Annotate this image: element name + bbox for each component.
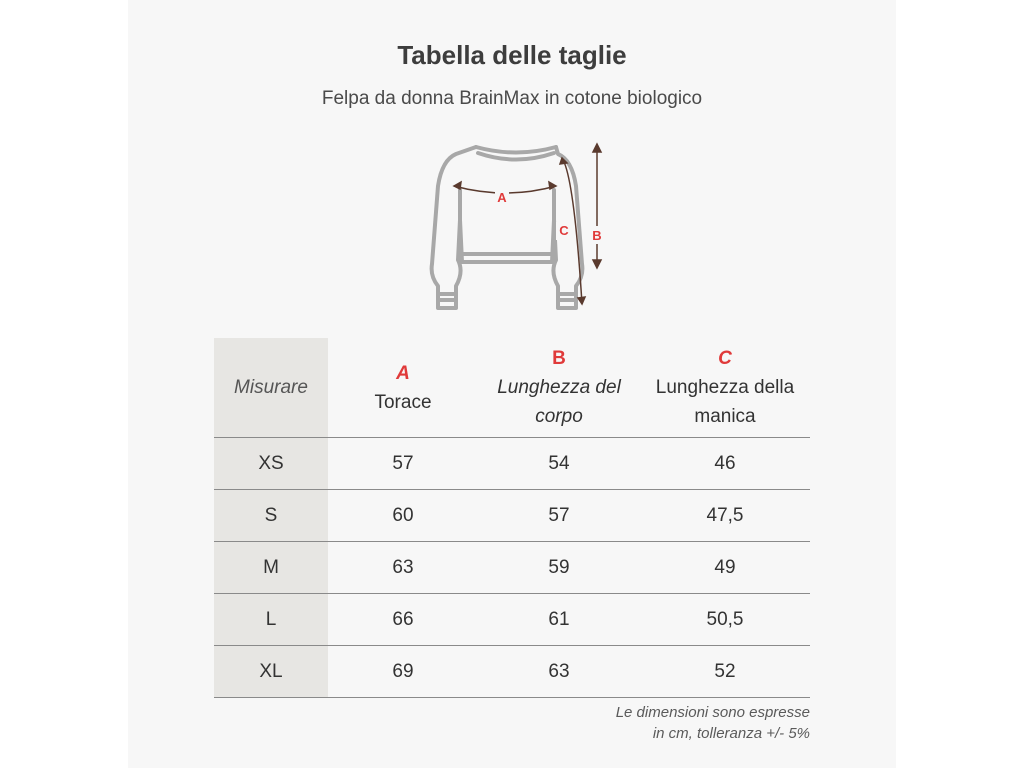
page-subtitle: Felpa da donna BrainMax in cotone biologico xyxy=(321,88,703,109)
column-label-body-length-line2: corpo xyxy=(535,406,583,427)
diagram-label-b: B xyxy=(592,228,602,243)
column-header-body-length xyxy=(478,338,640,438)
body-length-cell: 57 xyxy=(478,490,640,542)
diagram-label-c: C xyxy=(559,223,569,238)
column-label-sleeve-length-line1: Lunghezza della xyxy=(655,377,795,398)
body-length-cell: 59 xyxy=(478,542,640,594)
sweatshirt-icon xyxy=(416,136,616,321)
sleeve-length-cell: 52 xyxy=(640,646,810,698)
size-cell: XL xyxy=(214,646,328,698)
tolerance-note-line2: in cm, tolleranza +/- 5% xyxy=(652,725,810,742)
sleeve-length-cell: 46 xyxy=(640,438,810,490)
page-title: Tabella delle taglie xyxy=(397,40,627,70)
table-row xyxy=(214,594,810,646)
body-length-cell: 54 xyxy=(478,438,640,490)
diagram-label-a: A xyxy=(497,190,507,205)
table-header-row xyxy=(214,338,810,438)
body-length-cell: 61 xyxy=(478,594,640,646)
size-cell: L xyxy=(214,594,328,646)
column-label-chest: Torace xyxy=(374,391,432,413)
measure-header: Misurare xyxy=(214,338,328,438)
table-row xyxy=(214,490,810,542)
table-row xyxy=(214,438,810,490)
chest-cell: 66 xyxy=(328,594,478,646)
column-label-sleeve-length-line2: manica xyxy=(694,406,756,427)
chest-cell: 69 xyxy=(328,646,478,698)
column-letter-c: C xyxy=(718,348,732,369)
size-cell: M xyxy=(214,542,328,594)
chest-cell: 63 xyxy=(328,542,478,594)
sleeve-length-cell: 49 xyxy=(640,542,810,594)
size-cell: S xyxy=(214,490,328,542)
column-letter-a: A xyxy=(396,362,410,384)
sleeve-length-cell: 50,5 xyxy=(640,594,810,646)
column-label-body-length-line1: Lunghezza del xyxy=(497,377,621,398)
size-chart-card xyxy=(128,0,896,768)
chest-cell: 60 xyxy=(328,490,478,542)
sleeve-length-cell: 47,5 xyxy=(640,490,810,542)
size-table xyxy=(214,338,810,698)
column-header-sleeve-length xyxy=(640,338,810,438)
size-cell: XS xyxy=(214,438,328,490)
column-letter-b: B xyxy=(552,348,566,369)
column-header-chest xyxy=(328,338,478,438)
size-table-wrapper xyxy=(214,338,810,698)
table-row xyxy=(214,646,810,698)
chest-cell: 57 xyxy=(328,438,478,490)
table-row xyxy=(214,542,810,594)
tolerance-note-line1: Le dimensioni sono espresse xyxy=(615,704,810,721)
tolerance-note xyxy=(510,702,810,744)
body-length-cell: 63 xyxy=(478,646,640,698)
